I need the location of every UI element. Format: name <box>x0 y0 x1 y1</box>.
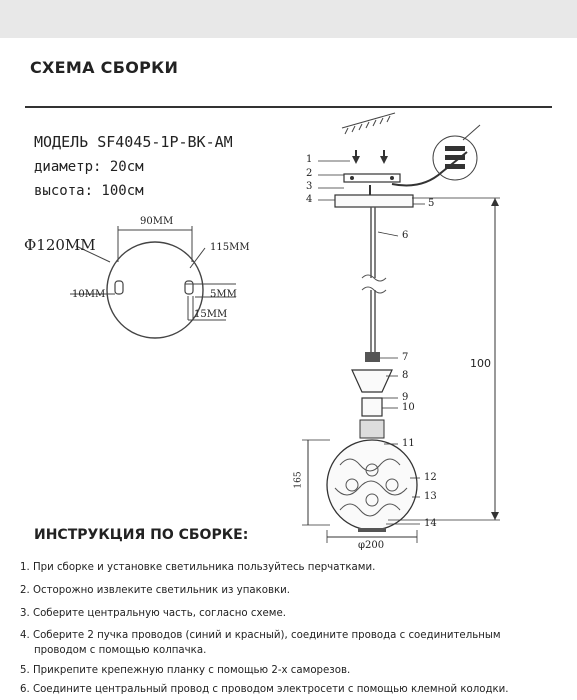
callout-7: 7 <box>402 352 409 363</box>
callout-10: 10 <box>402 402 415 413</box>
instruction-item: 4. Соберите 2 пучка проводов (синий и красный), соедините провода с соединительным <box>20 630 501 641</box>
mount-diameter-label: Φ120ММ <box>24 236 96 254</box>
instructions-title: ИНСТРУКЦИЯ ПО СБОРКЕ: <box>34 527 249 543</box>
callout-5: 5 <box>428 198 435 209</box>
callout-9: 9 <box>402 392 409 403</box>
instruction-item: 6. Соедините центральный провод с проводом электросети с помощью клемной колодки. <box>20 684 509 695</box>
instruction-item: 1. При сборке и установке светильника пользуйтесь перчатками. <box>20 562 376 573</box>
callout-4: 4 <box>306 194 313 205</box>
shade-diameter-label: φ200 <box>358 540 385 551</box>
callout-2: 2 <box>306 168 313 179</box>
height-dimension-label: 100 <box>470 357 491 370</box>
instruction-item: 3. Соберите центральную часть, согласно схеме. <box>20 608 286 619</box>
mount-screw-label: 115ММ <box>210 242 250 253</box>
globe-shade <box>327 440 417 530</box>
instruction-item: 2. Осторожно извлеките светильник из упаковки. <box>20 585 291 596</box>
callout-11: 11 <box>402 438 415 449</box>
callout-8: 8 <box>402 370 409 381</box>
instruction-item-cont: проводом с помощью колпачка. <box>34 645 207 656</box>
mount-right-label: 5ММ <box>210 289 237 300</box>
callout-13: 13 <box>424 491 437 502</box>
callout-14: 14 <box>424 518 437 529</box>
page-title: СХЕМА СБОРКИ <box>30 58 179 77</box>
callout-1: 1 <box>306 154 313 165</box>
height-spec: высота: 100см <box>34 183 144 199</box>
instruction-item: 5. Прикрепите крепежную планку с помощью 2-х саморезов. <box>20 665 351 676</box>
mount-bottom-label: 15ММ <box>194 309 228 320</box>
mount-left-label: 10ММ <box>72 289 106 300</box>
callout-12: 12 <box>424 472 437 483</box>
mount-width-label: 90ММ <box>140 216 174 227</box>
model-spec: МОДЕЛЬ SF4045-1P-BK-AM <box>34 133 233 151</box>
callout-3: 3 <box>306 181 313 192</box>
callout-6: 6 <box>402 230 409 241</box>
diameter-spec: диаметр: 20см <box>34 159 144 175</box>
shade-height-label: 165 <box>293 471 304 489</box>
